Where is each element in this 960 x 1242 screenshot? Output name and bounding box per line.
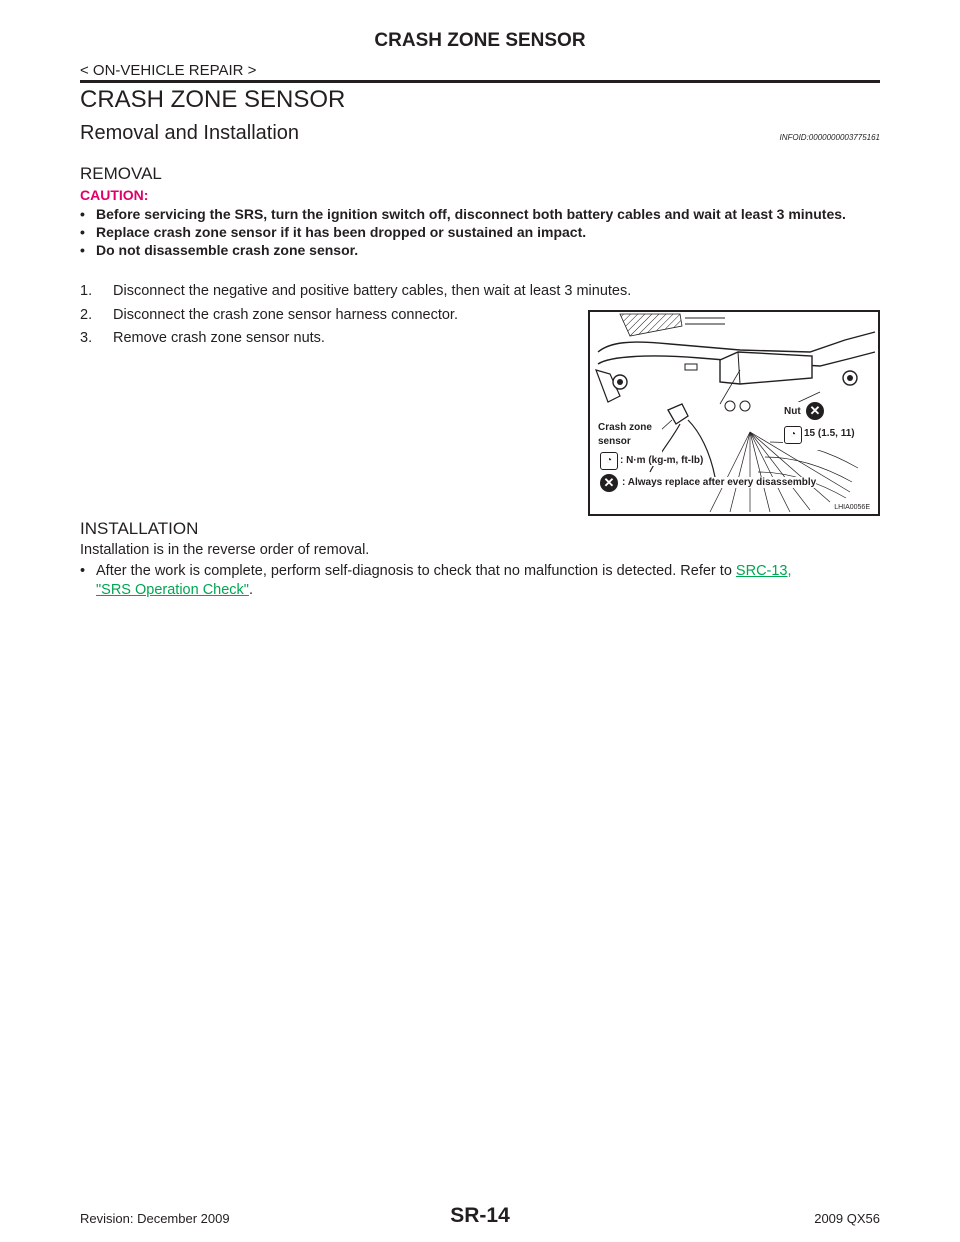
footer-model: 2009 QX56 (814, 1211, 880, 1226)
caution-item: • Before servicing the SRS, turn the ignition switch off, disconnect both battery cables and wait at least 3 minutes. (80, 205, 880, 223)
removal-step (80, 283, 631, 299)
caution-text: Before servicing the SRS, turn the ignition switch off, disconnect both battery cables and wait at least 3 minutes. (96, 206, 846, 222)
installation-heading: INSTALLATION (80, 519, 199, 538)
sensor-label-line2: sensor (598, 436, 631, 447)
bullet-prefix: After the work is complete, perform self-diagnosis to check that no malfunction is detected. Refer to (96, 563, 736, 579)
caution-text: Do not disassemble crash zone sensor. (96, 242, 359, 258)
breadcrumb: < ON-VEHICLE REPAIR > (80, 62, 257, 79)
subsection-title: Removal and Installation (80, 122, 300, 144)
installation-text: Installation is in the reverse order of removal. (80, 542, 370, 558)
info-id: INFOID:0000000003775161 (779, 133, 880, 142)
src-13-link[interactable]: SRC-13, (735, 563, 792, 579)
torque-wrench-icon: ◔ (784, 426, 802, 444)
step-number: 2. (80, 307, 93, 323)
step-text: Disconnect the negative and positive battery cables, then wait at least 3 minutes. (113, 283, 632, 299)
installation-bullet: • After the work is complete, perform self-diagnosis to check that no malfunction is detected. Refer to SRC-13, "SRS Operation Check". (80, 563, 792, 598)
replace-icon: ✕ (806, 402, 824, 420)
section-title: CRASH ZONE SENSOR (80, 86, 346, 113)
srs-operation-check-link[interactable]: "SRS Operation Check" (96, 582, 249, 598)
caution-text: Replace crash zone sensor if it has been dropped or sustained an impact. (96, 224, 587, 240)
caution-label: CAUTION: (80, 187, 149, 203)
installation-bullet-text (96, 562, 792, 600)
footer-revision: Revision: December 2009 (80, 1211, 230, 1226)
torque-value: 15 (1.5, 11) (804, 428, 855, 439)
page-header-title: CRASH ZONE SENSOR (374, 30, 586, 51)
removal-step (80, 307, 458, 323)
nut-label: Nut (784, 406, 801, 417)
removal-heading: REMOVAL (80, 164, 162, 183)
removal-step (80, 330, 325, 346)
header-rule (80, 80, 880, 83)
bullet-suffix: . (248, 582, 253, 598)
replace-legend-icon: ✕ (600, 474, 618, 492)
figure-id: LHIA0056E (834, 504, 870, 511)
crash-zone-sensor-figure (588, 310, 880, 516)
replace-legend: : Always replace after every disassembly (622, 477, 817, 488)
torque-legend-icon: ◔ (600, 452, 618, 470)
caution-item: • Replace crash zone sensor if it has been dropped or sustained an impact. (80, 223, 880, 241)
torque-legend: : N·m (kg-m, ft-lb) (620, 455, 704, 466)
step-text: Disconnect the crash zone sensor harness connector. (113, 307, 458, 323)
step-number: 3. (80, 330, 93, 346)
step-number: 1. (80, 283, 93, 299)
caution-item: • Do not disassemble crash zone sensor. (80, 241, 880, 259)
sensor-label-line1: Crash zone (598, 422, 652, 433)
step-text: Remove crash zone sensor nuts. (113, 330, 325, 346)
caution-list (80, 205, 880, 259)
footer-page-number: SR-14 (450, 1204, 510, 1227)
